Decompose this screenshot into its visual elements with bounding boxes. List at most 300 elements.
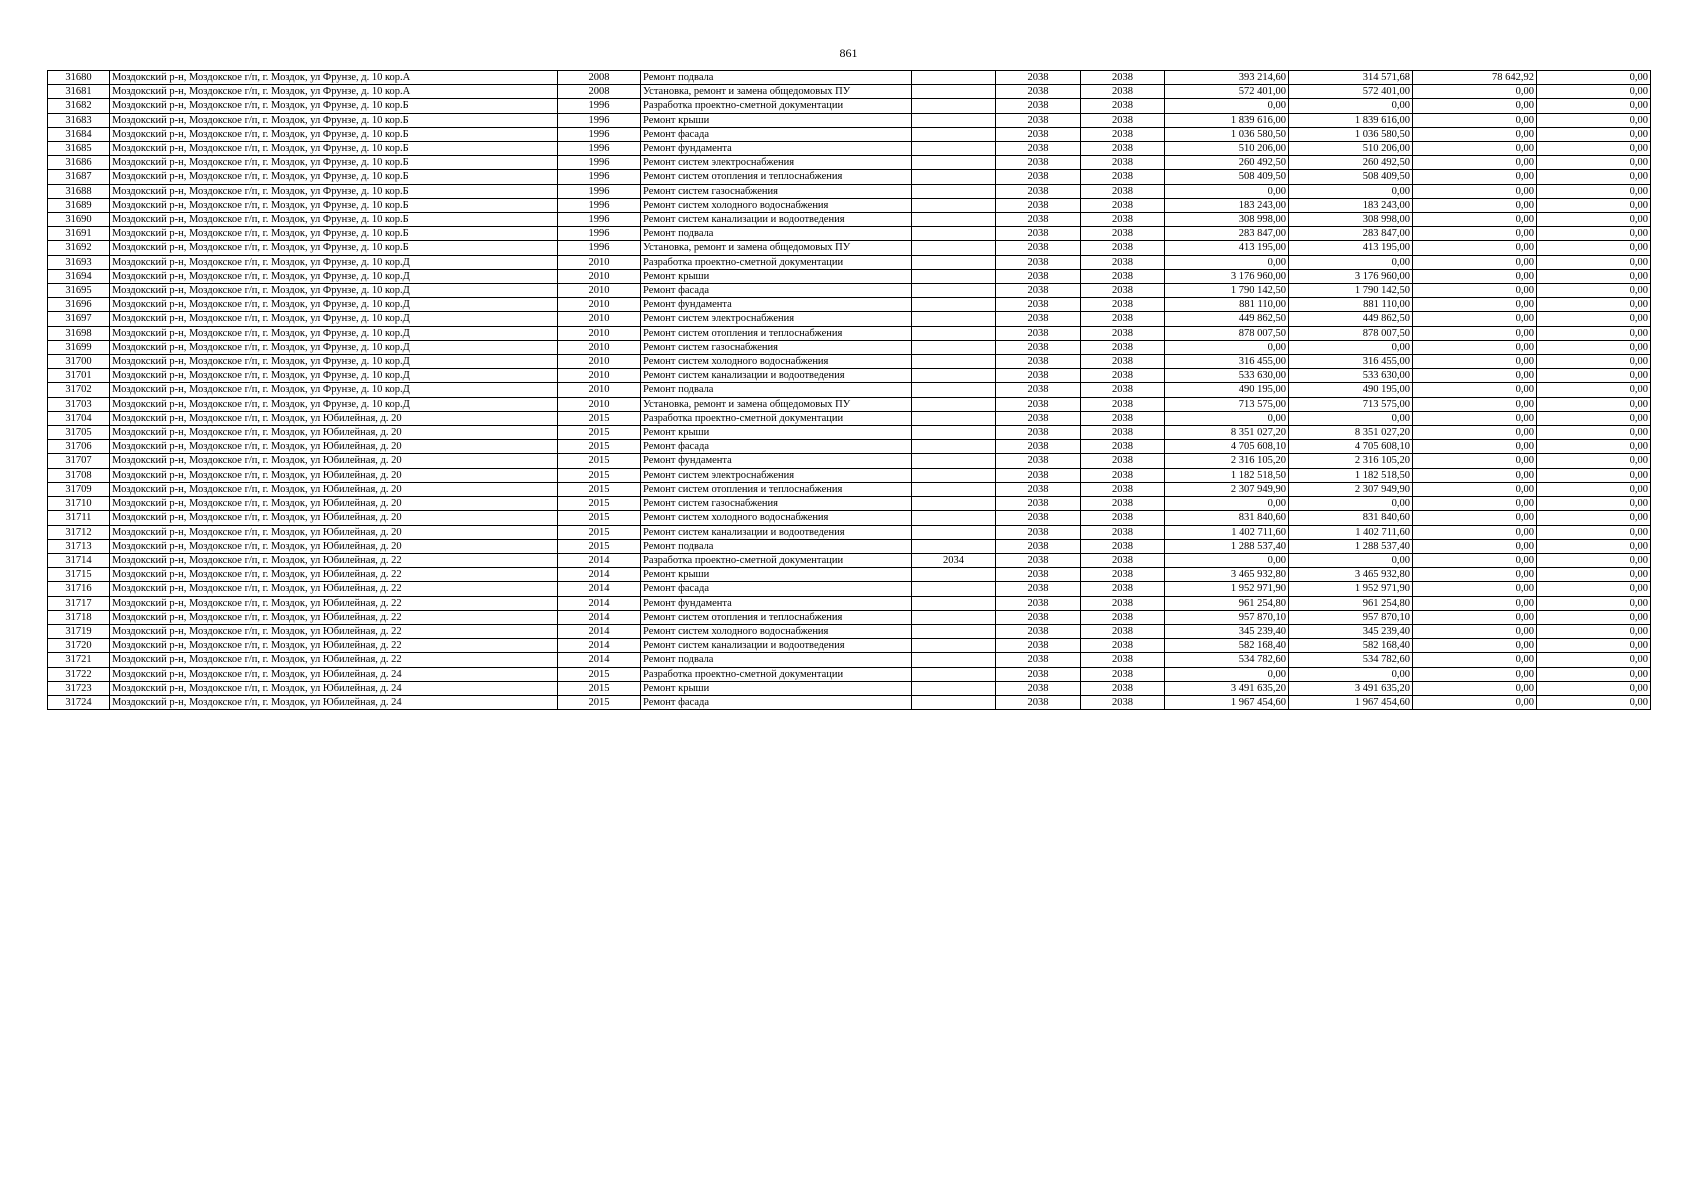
work-type-cell: Ремонт подвала [641,383,912,397]
other-cost-cell: 0,00 [1537,454,1651,468]
end-year-cell: 2038 [1081,284,1165,298]
address-cell: Моздокский р-н, Моздокское г/п, г. Моздок, ул Юбилейная, д. 24 [110,667,558,681]
table-row [48,71,1651,85]
start-year-cell: 2038 [996,610,1081,624]
row-number-cell: 31697 [48,312,110,326]
fund-cost-cell: 510 206,00 [1289,142,1413,156]
address-cell: Моздокский р-н, Моздокское г/п, г. Моздок, ул Юбилейная, д. 20 [110,468,558,482]
planned-year-cell [912,156,996,170]
row-number-cell: 31702 [48,383,110,397]
address-cell: Моздокский р-н, Моздокское г/п, г. Моздок, ул Фрунзе, д. 10 кор.А [110,85,558,99]
other-cost-cell: 0,00 [1537,497,1651,511]
planned-year-cell [912,454,996,468]
end-year-cell: 2038 [1081,454,1165,468]
address-cell: Моздокский р-н, Моздокское г/п, г. Моздок, ул Фрунзе, д. 10 кор.Б [110,198,558,212]
work-type-cell: Разработка проектно-сметной документации [641,553,912,567]
table-row [48,468,1651,482]
end-year-cell: 2038 [1081,639,1165,653]
total-cost-cell: 572 401,00 [1165,85,1289,99]
address-cell: Моздокский р-н, Моздокское г/п, г. Моздок, ул Юбилейная, д. 22 [110,582,558,596]
build-year-cell: 1996 [558,213,641,227]
start-year-cell: 2038 [996,525,1081,539]
table-row [48,127,1651,141]
total-cost-cell: 449 862,50 [1165,312,1289,326]
total-cost-cell: 2 316 105,20 [1165,454,1289,468]
table-row [48,170,1651,184]
work-type-cell: Разработка проектно-сметной документации [641,99,912,113]
planned-year-cell [912,113,996,127]
other-cost-cell: 0,00 [1537,525,1651,539]
build-year-cell: 2015 [558,667,641,681]
build-year-cell: 2010 [558,326,641,340]
table-row [48,298,1651,312]
other-cost-cell: 0,00 [1537,369,1651,383]
build-year-cell: 2008 [558,71,641,85]
row-number-cell: 31685 [48,142,110,156]
fund-cost-cell: 881 110,00 [1289,298,1413,312]
other-cost-cell: 0,00 [1537,170,1651,184]
table-row [48,426,1651,440]
row-number-cell: 31680 [48,71,110,85]
work-type-cell: Ремонт систем отопления и теплоснабжения [641,170,912,184]
fund-cost-cell: 0,00 [1289,667,1413,681]
table-row [48,198,1651,212]
owner-cost-cell: 0,00 [1413,312,1537,326]
row-number-cell: 31686 [48,156,110,170]
start-year-cell: 2038 [996,127,1081,141]
end-year-cell: 2038 [1081,369,1165,383]
other-cost-cell: 0,00 [1537,624,1651,638]
work-type-cell: Ремонт фундамента [641,142,912,156]
planned-year-cell [912,340,996,354]
row-number-cell: 31687 [48,170,110,184]
planned-year-cell: 2034 [912,553,996,567]
owner-cost-cell: 0,00 [1413,184,1537,198]
total-cost-cell: 582 168,40 [1165,639,1289,653]
owner-cost-cell: 0,00 [1413,454,1537,468]
row-number-cell: 31683 [48,113,110,127]
fund-cost-cell: 0,00 [1289,340,1413,354]
table-row [48,596,1651,610]
end-year-cell: 2038 [1081,511,1165,525]
address-cell: Моздокский р-н, Моздокское г/п, г. Моздок, ул Юбилейная, д. 20 [110,539,558,553]
table-row [48,639,1651,653]
owner-cost-cell: 0,00 [1413,653,1537,667]
other-cost-cell: 0,00 [1537,312,1651,326]
table-row [48,340,1651,354]
fund-cost-cell: 2 307 949,90 [1289,482,1413,496]
other-cost-cell: 0,00 [1537,639,1651,653]
fund-cost-cell: 0,00 [1289,184,1413,198]
build-year-cell: 2014 [558,610,641,624]
owner-cost-cell: 0,00 [1413,369,1537,383]
other-cost-cell: 0,00 [1537,113,1651,127]
end-year-cell: 2038 [1081,411,1165,425]
start-year-cell: 2038 [996,383,1081,397]
row-number-cell: 31707 [48,454,110,468]
row-number-cell: 31721 [48,653,110,667]
build-year-cell: 2010 [558,298,641,312]
start-year-cell: 2038 [996,369,1081,383]
table-row [48,525,1651,539]
end-year-cell: 2038 [1081,255,1165,269]
other-cost-cell: 0,00 [1537,468,1651,482]
start-year-cell: 2038 [996,156,1081,170]
other-cost-cell: 0,00 [1537,383,1651,397]
other-cost-cell: 0,00 [1537,198,1651,212]
work-type-cell: Ремонт систем холодного водоснабжения [641,198,912,212]
row-number-cell: 31692 [48,241,110,255]
page-number: 861 [839,46,858,60]
owner-cost-cell: 0,00 [1413,411,1537,425]
address-cell: Моздокский р-н, Моздокское г/п, г. Моздок, ул Юбилейная, д. 20 [110,497,558,511]
planned-year-cell [912,355,996,369]
address-cell: Моздокский р-н, Моздокское г/п, г. Моздок, ул Фрунзе, д. 10 кор.Д [110,340,558,354]
build-year-cell: 2014 [558,653,641,667]
build-year-cell: 1996 [558,227,641,241]
table-row [48,99,1651,113]
planned-year-cell [912,468,996,482]
total-cost-cell: 533 630,00 [1165,369,1289,383]
other-cost-cell: 0,00 [1537,568,1651,582]
address-cell: Моздокский р-н, Моздокское г/п, г. Моздок, ул Фрунзе, д. 10 кор.А [110,71,558,85]
start-year-cell: 2038 [996,213,1081,227]
total-cost-cell: 0,00 [1165,411,1289,425]
other-cost-cell: 0,00 [1537,298,1651,312]
table-row [48,610,1651,624]
start-year-cell: 2038 [996,653,1081,667]
end-year-cell: 2038 [1081,681,1165,695]
start-year-cell: 2038 [996,411,1081,425]
row-number-cell: 31723 [48,681,110,695]
total-cost-cell: 0,00 [1165,497,1289,511]
planned-year-cell [912,539,996,553]
total-cost-cell: 4 705 608,10 [1165,440,1289,454]
build-year-cell: 1996 [558,142,641,156]
build-year-cell: 2010 [558,269,641,283]
planned-year-cell [912,269,996,283]
planned-year-cell [912,596,996,610]
build-year-cell: 2015 [558,681,641,695]
end-year-cell: 2038 [1081,695,1165,709]
table-body [48,71,1651,710]
start-year-cell: 2038 [996,142,1081,156]
table-row [48,511,1651,525]
owner-cost-cell: 0,00 [1413,99,1537,113]
work-type-cell: Разработка проектно-сметной документации [641,255,912,269]
start-year-cell: 2038 [996,298,1081,312]
work-type-cell: Разработка проектно-сметной документации [641,667,912,681]
address-cell: Моздокский р-н, Моздокское г/п, г. Моздок, ул Фрунзе, д. 10 кор.Д [110,312,558,326]
other-cost-cell: 0,00 [1537,85,1651,99]
row-number-cell: 31704 [48,411,110,425]
row-number-cell: 31700 [48,355,110,369]
table-row [48,553,1651,567]
table-row [48,184,1651,198]
planned-year-cell [912,667,996,681]
build-year-cell: 2015 [558,454,641,468]
build-year-cell: 1996 [558,156,641,170]
build-year-cell: 2015 [558,440,641,454]
table-row [48,497,1651,511]
table-row [48,411,1651,425]
address-cell: Моздокский р-н, Моздокское г/п, г. Моздок, ул Фрунзе, д. 10 кор.Б [110,113,558,127]
build-year-cell: 1996 [558,113,641,127]
address-cell: Моздокский р-н, Моздокское г/п, г. Моздок, ул Юбилейная, д. 22 [110,596,558,610]
table-row [48,326,1651,340]
planned-year-cell [912,624,996,638]
row-number-cell: 31693 [48,255,110,269]
other-cost-cell: 0,00 [1537,511,1651,525]
planned-year-cell [912,482,996,496]
row-number-cell: 31720 [48,639,110,653]
row-number-cell: 31715 [48,568,110,582]
planned-year-cell [912,127,996,141]
total-cost-cell: 878 007,50 [1165,326,1289,340]
build-year-cell: 2015 [558,411,641,425]
total-cost-cell: 490 195,00 [1165,383,1289,397]
start-year-cell: 2038 [996,454,1081,468]
build-year-cell: 2010 [558,340,641,354]
work-type-cell: Ремонт фасада [641,440,912,454]
owner-cost-cell: 0,00 [1413,525,1537,539]
total-cost-cell: 534 782,60 [1165,653,1289,667]
work-type-cell: Ремонт систем газоснабжения [641,184,912,198]
owner-cost-cell: 0,00 [1413,85,1537,99]
total-cost-cell: 413 195,00 [1165,241,1289,255]
work-type-cell: Ремонт систем газоснабжения [641,497,912,511]
row-number-cell: 31717 [48,596,110,610]
other-cost-cell: 0,00 [1537,596,1651,610]
row-number-cell: 31709 [48,482,110,496]
planned-year-cell [912,326,996,340]
end-year-cell: 2038 [1081,610,1165,624]
build-year-cell: 2015 [558,497,641,511]
end-year-cell: 2038 [1081,525,1165,539]
table-row [48,454,1651,468]
start-year-cell: 2038 [996,511,1081,525]
build-year-cell: 2015 [558,511,641,525]
build-year-cell: 2008 [558,85,641,99]
total-cost-cell: 1 288 537,40 [1165,539,1289,553]
planned-year-cell [912,440,996,454]
table-row [48,213,1651,227]
row-number-cell: 31688 [48,184,110,198]
row-number-cell: 31711 [48,511,110,525]
end-year-cell: 2038 [1081,539,1165,553]
other-cost-cell: 0,00 [1537,340,1651,354]
owner-cost-cell: 0,00 [1413,610,1537,624]
row-number-cell: 31684 [48,127,110,141]
fund-cost-cell: 0,00 [1289,497,1413,511]
start-year-cell: 2038 [996,582,1081,596]
owner-cost-cell: 0,00 [1413,681,1537,695]
start-year-cell: 2038 [996,198,1081,212]
work-type-cell: Ремонт систем отопления и теплоснабжения [641,610,912,624]
planned-year-cell [912,497,996,511]
planned-year-cell [912,142,996,156]
table-row [48,227,1651,241]
work-type-cell: Ремонт крыши [641,426,912,440]
total-cost-cell: 8 351 027,20 [1165,426,1289,440]
other-cost-cell: 0,00 [1537,582,1651,596]
fund-cost-cell: 508 409,50 [1289,170,1413,184]
build-year-cell: 2015 [558,539,641,553]
owner-cost-cell: 0,00 [1413,639,1537,653]
total-cost-cell: 1 790 142,50 [1165,284,1289,298]
owner-cost-cell: 0,00 [1413,695,1537,709]
owner-cost-cell: 0,00 [1413,241,1537,255]
table-row [48,284,1651,298]
total-cost-cell: 316 455,00 [1165,355,1289,369]
end-year-cell: 2038 [1081,582,1165,596]
work-type-cell: Ремонт подвала [641,653,912,667]
owner-cost-cell: 0,00 [1413,170,1537,184]
row-number-cell: 31682 [48,99,110,113]
other-cost-cell: 0,00 [1537,411,1651,425]
address-cell: Моздокский р-н, Моздокское г/п, г. Моздок, ул Фрунзе, д. 10 кор.Д [110,369,558,383]
fund-cost-cell: 314 571,68 [1289,71,1413,85]
end-year-cell: 2038 [1081,326,1165,340]
row-number-cell: 31681 [48,85,110,99]
other-cost-cell: 0,00 [1537,681,1651,695]
other-cost-cell: 0,00 [1537,184,1651,198]
row-number-cell: 31722 [48,667,110,681]
fund-cost-cell: 490 195,00 [1289,383,1413,397]
end-year-cell: 2038 [1081,241,1165,255]
other-cost-cell: 0,00 [1537,71,1651,85]
work-type-cell: Ремонт фасада [641,127,912,141]
planned-year-cell [912,71,996,85]
other-cost-cell: 0,00 [1537,667,1651,681]
row-number-cell: 31712 [48,525,110,539]
end-year-cell: 2038 [1081,85,1165,99]
table-row [48,667,1651,681]
total-cost-cell: 3 465 932,80 [1165,568,1289,582]
total-cost-cell: 713 575,00 [1165,397,1289,411]
total-cost-cell: 957 870,10 [1165,610,1289,624]
total-cost-cell: 0,00 [1165,99,1289,113]
row-number-cell: 31716 [48,582,110,596]
owner-cost-cell: 0,00 [1413,326,1537,340]
owner-cost-cell: 0,00 [1413,340,1537,354]
planned-year-cell [912,298,996,312]
total-cost-cell: 393 214,60 [1165,71,1289,85]
owner-cost-cell: 78 642,92 [1413,71,1537,85]
end-year-cell: 2038 [1081,383,1165,397]
build-year-cell: 2010 [558,355,641,369]
start-year-cell: 2038 [996,624,1081,638]
work-type-cell: Установка, ремонт и замена общедомовых ПУ [641,397,912,411]
work-type-cell: Ремонт подвала [641,539,912,553]
address-cell: Моздокский р-н, Моздокское г/п, г. Моздок, ул Юбилейная, д. 24 [110,681,558,695]
owner-cost-cell: 0,00 [1413,127,1537,141]
start-year-cell: 2038 [996,184,1081,198]
total-cost-cell: 1 839 616,00 [1165,113,1289,127]
owner-cost-cell: 0,00 [1413,198,1537,212]
address-cell: Моздокский р-н, Моздокское г/п, г. Моздок, ул Юбилейная, д. 22 [110,553,558,567]
end-year-cell: 2038 [1081,227,1165,241]
row-number-cell: 31713 [48,539,110,553]
build-year-cell: 1996 [558,99,641,113]
address-cell: Моздокский р-н, Моздокское г/п, г. Моздок, ул Юбилейная, д. 22 [110,568,558,582]
end-year-cell: 2038 [1081,312,1165,326]
work-type-cell: Ремонт фундамента [641,298,912,312]
build-year-cell: 2015 [558,426,641,440]
end-year-cell: 2038 [1081,170,1165,184]
other-cost-cell: 0,00 [1537,127,1651,141]
address-cell: Моздокский р-н, Моздокское г/п, г. Моздок, ул Фрунзе, д. 10 кор.Д [110,269,558,283]
row-number-cell: 31718 [48,610,110,624]
total-cost-cell: 345 239,40 [1165,624,1289,638]
address-cell: Моздокский р-н, Моздокское г/п, г. Моздок, ул Юбилейная, д. 22 [110,610,558,624]
work-type-cell: Ремонт крыши [641,113,912,127]
fund-cost-cell: 4 705 608,10 [1289,440,1413,454]
fund-cost-cell: 283 847,00 [1289,227,1413,241]
planned-year-cell [912,426,996,440]
table-row [48,156,1651,170]
work-type-cell: Ремонт систем холодного водоснабжения [641,624,912,638]
planned-year-cell [912,227,996,241]
build-year-cell: 2015 [558,468,641,482]
owner-cost-cell: 0,00 [1413,468,1537,482]
other-cost-cell: 0,00 [1537,482,1651,496]
table-row [48,624,1651,638]
address-cell: Моздокский р-н, Моздокское г/п, г. Моздок, ул Фрунзе, д. 10 кор.Б [110,127,558,141]
fund-cost-cell: 0,00 [1289,99,1413,113]
total-cost-cell: 831 840,60 [1165,511,1289,525]
fund-cost-cell: 3 465 932,80 [1289,568,1413,582]
address-cell: Моздокский р-н, Моздокское г/п, г. Моздок, ул Фрунзе, д. 10 кор.Д [110,397,558,411]
address-cell: Моздокский р-н, Моздокское г/п, г. Моздок, ул Фрунзе, д. 10 кор.Д [110,298,558,312]
end-year-cell: 2038 [1081,568,1165,582]
end-year-cell: 2038 [1081,553,1165,567]
planned-year-cell [912,383,996,397]
build-year-cell: 2010 [558,255,641,269]
planned-year-cell [912,170,996,184]
end-year-cell: 2038 [1081,127,1165,141]
work-type-cell: Ремонт фундамента [641,596,912,610]
table-row [48,440,1651,454]
end-year-cell: 2038 [1081,397,1165,411]
start-year-cell: 2038 [996,596,1081,610]
fund-cost-cell: 2 316 105,20 [1289,454,1413,468]
table-row [48,312,1651,326]
other-cost-cell: 0,00 [1537,255,1651,269]
row-number-cell: 31689 [48,198,110,212]
total-cost-cell: 0,00 [1165,255,1289,269]
build-year-cell: 2014 [558,624,641,638]
fund-cost-cell: 831 840,60 [1289,511,1413,525]
fund-cost-cell: 183 243,00 [1289,198,1413,212]
total-cost-cell: 1 402 711,60 [1165,525,1289,539]
planned-year-cell [912,241,996,255]
start-year-cell: 2038 [996,539,1081,553]
address-cell: Моздокский р-н, Моздокское г/п, г. Моздок, ул Юбилейная, д. 22 [110,653,558,667]
works-register-table [47,70,1651,710]
build-year-cell: 2010 [558,397,641,411]
fund-cost-cell: 8 351 027,20 [1289,426,1413,440]
total-cost-cell: 1 952 971,90 [1165,582,1289,596]
table-row [48,482,1651,496]
address-cell: Моздокский р-н, Моздокское г/п, г. Моздок, ул Фрунзе, д. 10 кор.Д [110,355,558,369]
row-number-cell: 31703 [48,397,110,411]
end-year-cell: 2038 [1081,269,1165,283]
build-year-cell: 2010 [558,369,641,383]
address-cell: Моздокский р-н, Моздокское г/п, г. Моздок, ул Фрунзе, д. 10 кор.Б [110,142,558,156]
other-cost-cell: 0,00 [1537,142,1651,156]
build-year-cell: 1996 [558,184,641,198]
